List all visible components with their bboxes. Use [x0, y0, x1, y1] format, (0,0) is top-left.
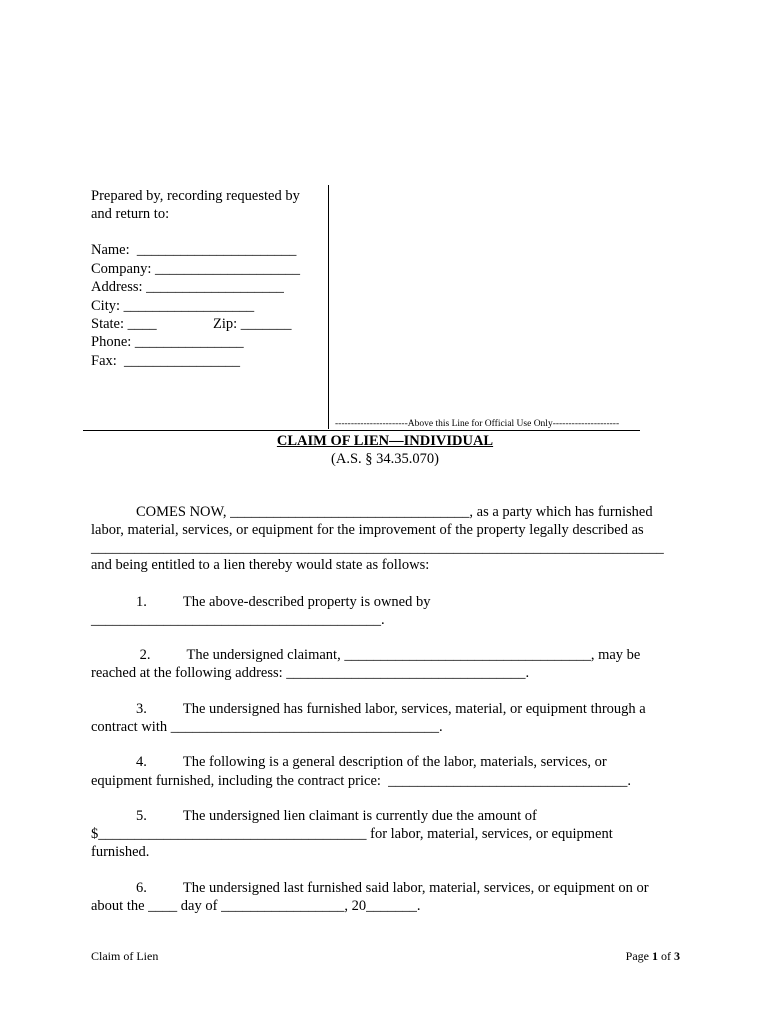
- document-subtitle: (A.S. § 34.35.070): [331, 451, 439, 467]
- item2-line1: 2. The undersigned claimant, __________________________________, may be: [136, 647, 641, 663]
- item6-line1: 6. The undersigned last furnished said labor, material, services, or equipment on or: [136, 880, 649, 896]
- footer-page-current: 1: [652, 949, 658, 963]
- item5-line1: 5. The undersigned lien claimant is currently due the amount of: [136, 808, 537, 824]
- state-field: State: ____: [91, 316, 157, 332]
- intro-line3: _______________________________________________________________________________: [91, 540, 664, 556]
- prepared-by-line2: and return to:: [91, 206, 170, 222]
- fax-field: Fax: ________________: [91, 353, 241, 369]
- zip-field: Zip: _______: [213, 316, 292, 332]
- item2-line2: reached at the following address: _________________________________.: [91, 665, 530, 681]
- item4-line1: 4. The following is a general description of the labor, materials, services, or: [136, 754, 607, 770]
- footer-of-word: of: [658, 949, 674, 963]
- header-vertical-divider: [328, 185, 329, 429]
- item1-line2: ________________________________________.: [91, 612, 385, 628]
- intro-line4: and being entitled to a lien thereby would state as follows:: [91, 557, 430, 573]
- document-title: CLAIM OF LIEN—INDIVIDUAL: [276, 433, 494, 449]
- official-use-line: -----------------------Above this Line for Official Use Only---------------------: [335, 419, 620, 429]
- item5-line3: furnished.: [91, 844, 150, 860]
- intro-line2: labor, material, services, or equipment for the improvement of the property legally described as: [91, 522, 644, 538]
- item1-line1: 1. The above-described property is owned by: [136, 594, 431, 610]
- item3-line2: contract with _____________________________________.: [91, 719, 443, 735]
- item4-line2: equipment furnished, including the contract price: _________________________________.: [91, 773, 632, 789]
- address-field: Address: ___________________: [91, 279, 284, 295]
- footer-page-number: [600, 949, 680, 963]
- prepared-by-line1: Prepared by, recording requested by: [91, 188, 300, 204]
- item6-line2: about the ____ day of _________________, 20_______.: [91, 898, 421, 914]
- name-field: Name: ______________________: [91, 242, 297, 258]
- footer-page-word: Page: [625, 949, 652, 963]
- intro-line1: COMES NOW, _________________________________, as a party which has furnished: [136, 504, 653, 520]
- phone-field: Phone: _______________: [91, 334, 244, 350]
- item3-line1: 3. The undersigned has furnished labor, services, material, or equipment through a: [136, 701, 646, 717]
- company-field: Company: ____________________: [91, 261, 301, 277]
- item5-line2: $_____________________________________ for labor, material, services, or equipment: [91, 826, 613, 842]
- city-field: City: __________________: [91, 298, 255, 314]
- footer-left: Claim of Lien: [91, 949, 159, 963]
- header-horizontal-divider: [83, 430, 640, 431]
- footer-page-total: 3: [674, 949, 680, 963]
